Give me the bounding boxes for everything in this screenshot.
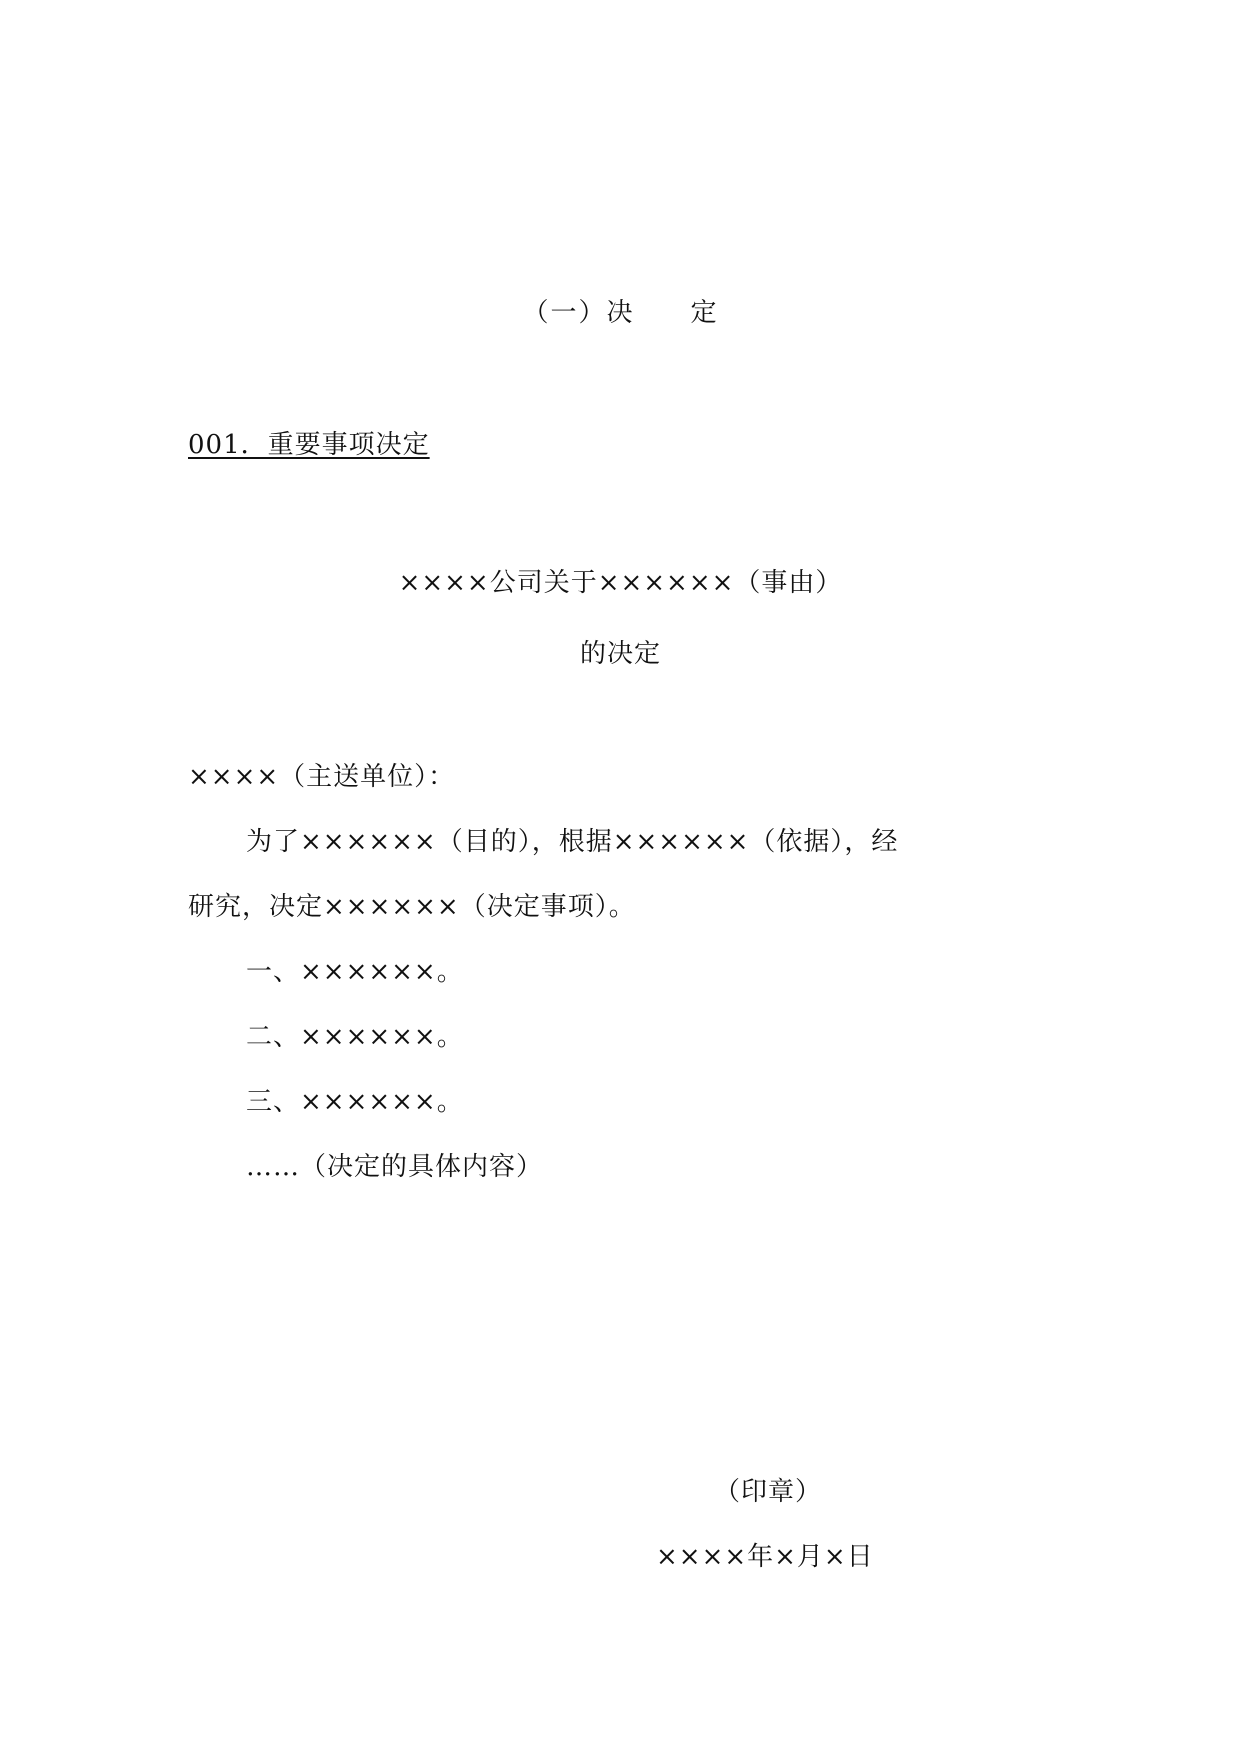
list-item: ……（决定的具体内容） <box>246 1152 544 1182</box>
item-heading: 001．重要事项决定 <box>188 430 430 460</box>
section-title: （一）决 定 <box>522 298 719 328</box>
list-item: 三、××××××。 <box>246 1087 464 1117</box>
recipient: ××××（主送单位）： <box>188 762 456 792</box>
document-title-line-2: 的决定 <box>579 639 661 669</box>
signature-date: ××××年×月×日 <box>656 1542 874 1572</box>
document-title-line-1: ××××公司关于××××××（事由） <box>398 568 843 598</box>
body-paragraph-line-1: 为了××××××（目的），根据××××××（依据），经 <box>246 827 899 857</box>
list-item: 二、××××××。 <box>246 1022 464 1052</box>
list-item: 一、××××××。 <box>246 957 464 987</box>
seal-placeholder: （印章） <box>714 1477 823 1507</box>
body-paragraph-line-2: 研究，决定××××××（决定事项）。 <box>188 892 636 922</box>
